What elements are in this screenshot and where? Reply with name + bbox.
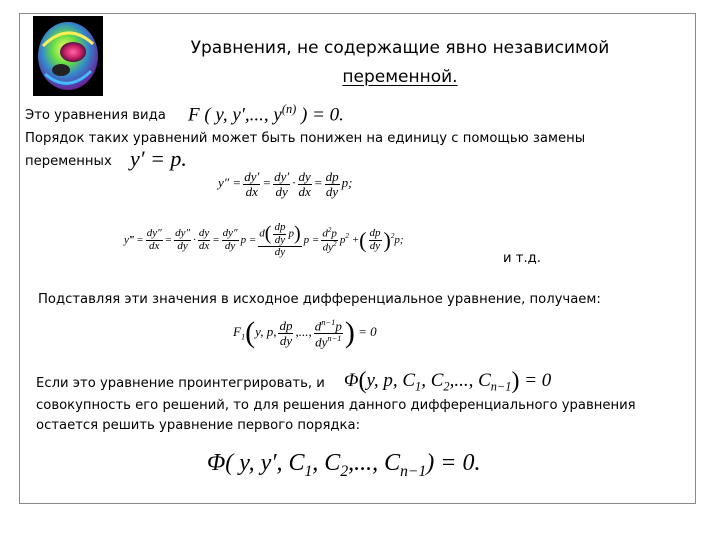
substitution-formula: y′ = p.	[130, 146, 187, 171]
substituting-text: Подставляя эти значения в исходное дифференциальное уравнение, получаем:	[38, 292, 601, 307]
general-integral-formula: Φ(y, p, $C_1$, $C_2$,..., $C_{n-1}) = 0$	[344, 368, 552, 394]
torus-surface-logo	[33, 16, 103, 96]
order-text: Порядок таких уравнений может быть понижен на единицу с помощью замены	[25, 131, 586, 146]
slide-title	[120, 34, 680, 92]
title-line-1: Уравнения, не содержащие явно независимой	[190, 38, 610, 58]
integrate-text: Если это уравнение проинтегрировать, и	[36, 376, 325, 391]
intro-text: Это уравнения вида	[25, 108, 166, 123]
first-order-equation: Φ( y, y′, $C_1$, $C_2$,..., $C_{n-1}) = 0$.	[207, 450, 481, 480]
etc-text: и т.д.	[503, 251, 541, 266]
reduced-equation: $F_1(y$, p, $\frac{dp}{dy}$ ,..., $\frac{d^{n-1}p}{dy^{n-1}}$ ) = 0	[233, 316, 377, 349]
equation-general-form: F ( y, y′,..., $y^{(n)}$ ) = 0.	[188, 102, 344, 126]
variables-text: переменных	[25, 154, 112, 169]
totality-text: совокупность его решений, то для решения данного дифференциального уравнения	[36, 398, 636, 413]
second-derivative-formula: y″ = $\frac{dy'}{dx}$ = $\frac{dy'}{dy}$ · $\frac{dy}{dx}$ = $\frac{dp}{dy}$ p;	[218, 169, 353, 199]
third-derivative-formula: y‴ = $\frac{dy''}{dx}$ = $\frac{dy''}{dy}$ · $\frac{dy}{dx}$ = $\frac{dy''}{dy}$ p = d( $\frac{dp}{dy}$ p) dy p = $\frac{d^2p}{dy^2}$ $p^2$ +( $\frac{dp}{dy}$ )$^2$p;	[124, 221, 404, 259]
title-line-2: переменной.	[342, 67, 458, 87]
remains-text: остается решить уравнение первого порядка:	[36, 418, 361, 433]
